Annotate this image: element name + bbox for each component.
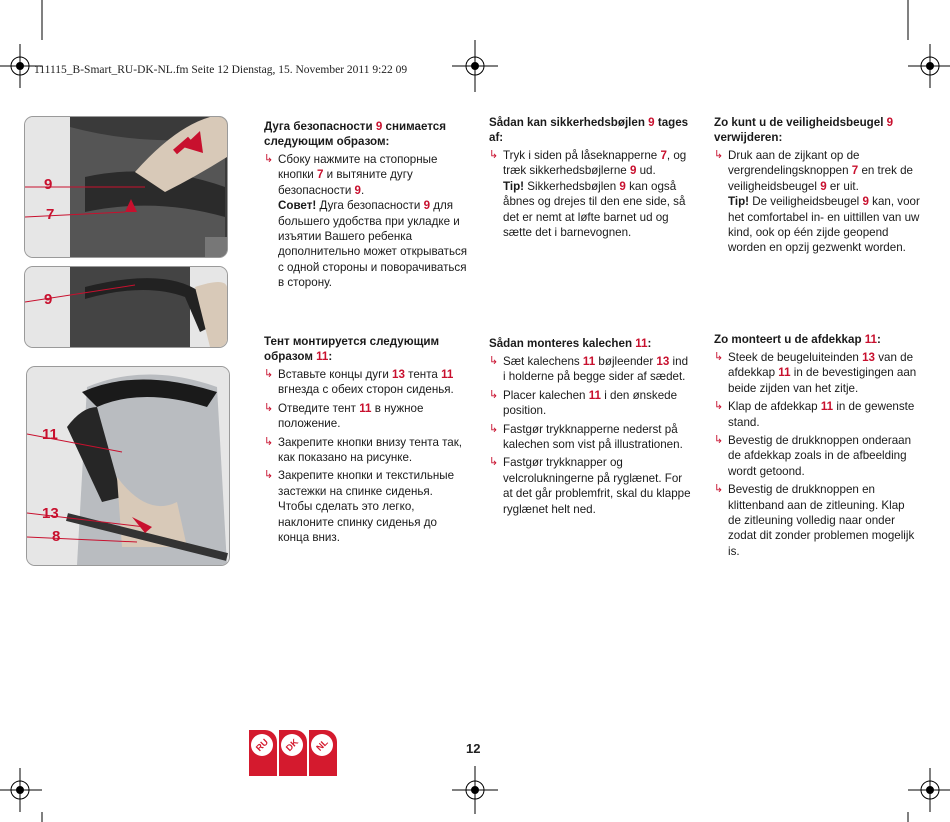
instruction-item: ↳ Отведите тент 11 в нужное положение.: [264, 401, 424, 431]
instruction-item: ↳ Закрепите кнопки внизу тента так, как показано на рисунке.: [264, 435, 463, 465]
section-ru-safety-bar: [264, 119, 470, 291]
photo-illustration: [25, 267, 227, 347]
arrow-bullet-icon: ↳: [489, 388, 499, 401]
instruction-item: ↳ Bevestig de drukknoppen onderaan de afdekkap zoals in de afbeelding wordt getoond.: [714, 434, 912, 478]
section-title: Sådan kan sikkerhedsbøjlen 9 tages af:: [489, 116, 689, 144]
section-dk-safety-bar: [489, 115, 693, 240]
arrow-bullet-icon: ↳: [714, 400, 724, 413]
column-dk: [489, 115, 693, 516]
instruction-item: ↳ Druk aan de zijkant op de vergrendelingsknoppen 7 en trek de veiligheidsbeugel 9 er uit. Tip! De veiligheidsbeugel 9 kan, voor het comfortabel in- en uittillen van uw kind, ook op één zijde geopend worden en opzij gezwenkt worden.: [714, 149, 920, 255]
registration-mark-top-right: [908, 44, 950, 88]
arrow-bullet-icon: ↳: [264, 153, 274, 165]
instruction-item: ↳ Bevestig de drukknoppen en klittenband aan de zitleuning. Klap de zitleuning volledig naar onder zodat dit zonder problemen mogelijk is.: [714, 483, 915, 558]
arrow-bullet-icon: ↳: [264, 435, 274, 448]
language-tab-label: DK: [276, 729, 307, 760]
arrow-bullet-icon: ↳: [714, 149, 724, 161]
arrow-bullet-icon: ↳: [489, 355, 499, 367]
arrow-bullet-icon: ↳: [714, 483, 724, 496]
instruction-item: ↳ Fastgør trykknapper og velcrolukningerne på ryglænet. For at det går problemfrit, skal du klappe ryglænet helt ned.: [489, 456, 691, 516]
instruction-item: ↳ Sæt kalechens 11 bøjleender 13 ind i holderne på begge sider af sædet.: [489, 355, 689, 384]
callout-11: 11: [42, 426, 58, 443]
section-title: Дуга безопасности 9 снимается следующим образом:: [264, 120, 446, 148]
section-nl-safety-bar: [714, 115, 920, 256]
arrow-bullet-icon: ↳: [264, 368, 274, 380]
arrow-bullet-icon: ↳: [264, 401, 274, 414]
page-number: 12: [466, 741, 481, 756]
instruction-item: ↳ Tryk i siden på låseknapperne 7, og træk sikkerhedsbøjlerne 9 ud. Tip! Sikkerhedsbøjlen 9 kan også åbnes og drejes til den ene side, så det er nemt at løfte barnet ud og sætte det i barnevognen.: [489, 149, 687, 240]
arrow-bullet-icon: ↳: [489, 456, 499, 469]
callout-13: 13: [42, 505, 59, 522]
arrow-bullet-icon: ↳: [489, 422, 499, 435]
section-title: Sådan monteres kalechen 11:: [489, 337, 652, 350]
registration-mark-bottom-center: [452, 766, 498, 814]
registration-mark-bottom-right: [908, 768, 950, 812]
arrow-bullet-icon: ↳: [714, 351, 724, 363]
arrow-bullet-icon: ↳: [714, 434, 724, 447]
arrow-bullet-icon: ↳: [264, 469, 274, 482]
section-title: Zo monteert u de afdekkap 11:: [714, 333, 881, 346]
callout-9: 9: [44, 291, 53, 308]
section-title: Тент монтируется следующим образом 11:: [264, 335, 440, 363]
column-nl: [714, 115, 920, 558]
section-title: Zo kunt u de veiligheidsbeugel 9 verwijderen:: [714, 116, 894, 144]
column-ru: [264, 119, 470, 545]
arrow-bullet-icon: ↳: [489, 149, 499, 161]
instruction-item: ↳ Placer kalechen 11 i den ønskede position.: [489, 388, 678, 418]
file-info-header: 111115_B-Smart_RU-DK-NL.fm Seite 12 Dienstag, 15. November 2011 9:22 09: [34, 64, 408, 76]
photo-safety-bar-removal: [24, 116, 228, 258]
instruction-item: ↳ Fastgør trykknapperne nederst på kalechen som vist på illustrationen.: [489, 422, 683, 452]
callout-7: 7: [46, 206, 55, 223]
instruction-item: ↳ Сбоку нажмите на стопорные кнопки 7 и вытяните дугу безопасности 9. Совет! Дуга безопасности 9 для большего удобства при укладке и изъятии Вашего ребенка дополнительно может открываться с одной стороны и поворачиваться в сторону.: [264, 153, 468, 290]
section-nl-canopy: [714, 332, 920, 562]
callout-9: 9: [44, 176, 53, 193]
callout-8: 8: [52, 528, 61, 545]
language-tab-ru: [249, 730, 277, 776]
registration-mark-top-center: [452, 40, 498, 92]
language-tab-label: NL: [306, 729, 337, 760]
section-ru-canopy: [264, 334, 470, 548]
section-dk-canopy: [489, 336, 693, 520]
language-tab-nl: [309, 730, 337, 776]
language-tab-label: RU: [246, 729, 277, 760]
language-tab-dk: [279, 730, 307, 776]
instruction-item: ↳ Вставьте концы дуги 13 тента 11 вгнезда с обеих сторон сиденья.: [264, 368, 454, 397]
instruction-item: ↳ Klap de afdekkap 11 in de gewenste stand.: [714, 400, 915, 429]
instruction-item: ↳ Закрепите кнопки и текстильные застежки на спинке сиденья. Чтобы сделать это легко, наклоните спинку сиденья до конца вниз.: [264, 469, 455, 545]
registration-mark-bottom-left: [0, 768, 42, 812]
photo-safety-bar-side: [24, 266, 228, 348]
photo-illustration: [25, 117, 227, 257]
instruction-item: ↳ Steek de beugeluiteinden 13 van de afdekkap 11 in de bevestigingen aan beide zijden van het zitje.: [714, 351, 917, 395]
